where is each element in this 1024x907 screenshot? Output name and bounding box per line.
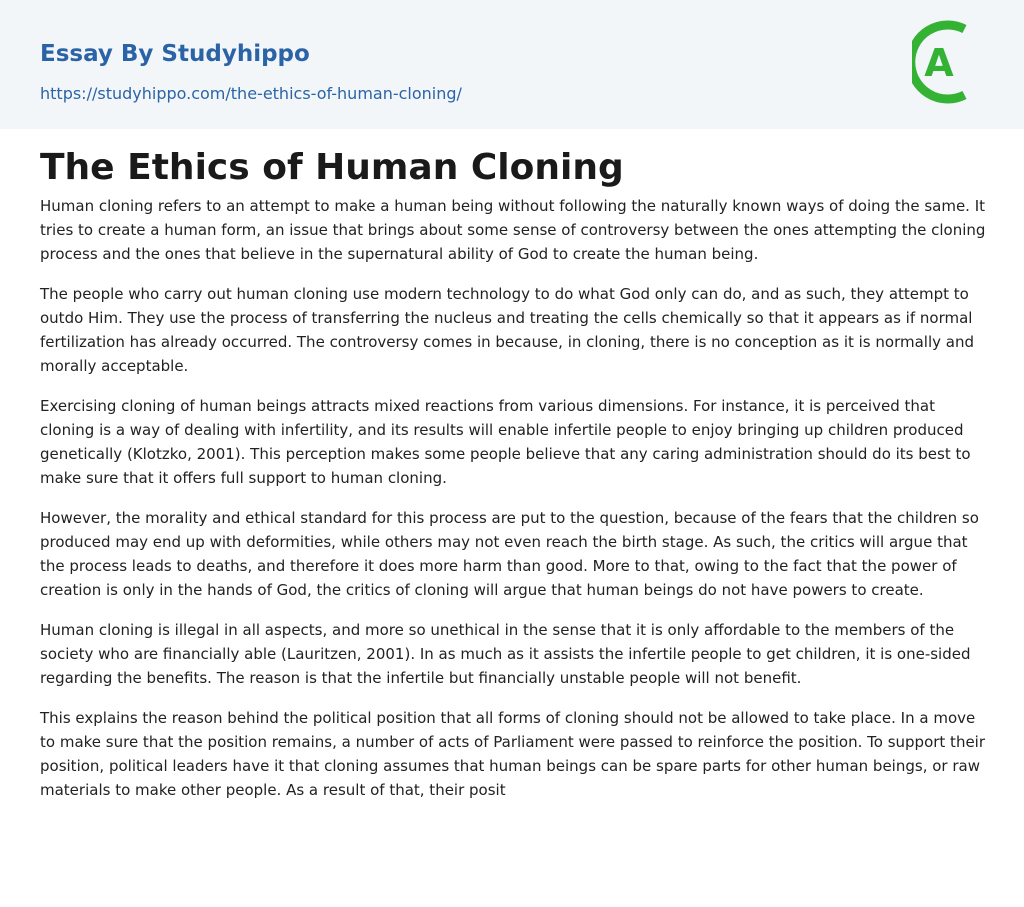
- logo-letter: A: [924, 41, 954, 85]
- studyhippo-logo-icon: [912, 19, 986, 105]
- source-url-link[interactable]: https://studyhippo.com/the-ethics-of-human-cloning/: [40, 84, 462, 103]
- article-paragraph: However, the morality and ethical standard for this process are put to the question, because of the fears that the children so produced may end up with deformities, while others may not even reach the birth stage. As such, the critics will argue that the process leads to deaths, and therefore it does more harm than good. More to that, owing to the fact that the power of creation is only in the hands of God, the critics of cloning will argue that human beings do not have powers to create.: [40, 509, 979, 599]
- article-content: [40, 145, 986, 818]
- article-paragraph: This explains the reason behind the political position that all forms of cloning should not be allowed to take place. In a move to make sure that the position remains, a number of acts of Parliament were passed to reinforce the position. To support their position, political leaders have it that cloning assumes that human beings can be spare parts for other human beings, or raw materials to make other people. As a result of that, their posit: [40, 709, 986, 799]
- article-paragraph: Human cloning is illegal in all aspects, and more so unethical in the sense that it is only affordable to the members of the society who are financially able (Lauritzen, 2001). In as much as it assists the infertile people to get children, it is one-sided regarding the benefits. The reason is that the infertile but financially unstable people will not benefit.: [40, 621, 971, 687]
- article-paragraph: The people who carry out human cloning use modern technology to do what God only can do, and as such, they attempt to outdo Him. They use the process of transferring the nucleus and treating the cells chemically so that it appears as if normal fertilization has already occurred. The controversy comes in because, in cloning, there is no conception as it is normally and morally acceptable.: [40, 285, 974, 375]
- article-paragraph: Exercising cloning of human beings attracts mixed reactions from various dimensions. For instance, it is perceived that cloning is a way of dealing with infertility, and its results will enable infertile people to enjoy bringing up children produced genetically (Klotzko, 2001). This perception makes some people believe that any caring administration should do its best to make sure that it offers full support to human cloning.: [40, 397, 971, 487]
- article-title: The Ethics of Human Cloning: [40, 147, 624, 188]
- site-header: [0, 0, 1024, 129]
- brand-title: Essay By Studyhippo: [40, 41, 310, 67]
- article-paragraph: Human cloning refers to an attempt to make a human being without following the naturally known ways of doing the same. It tries to create a human form, an issue that brings about some sense of controversy between the ones attempting the cloning process and the ones that believe in the supernatural ability of God to create the human being.: [40, 197, 986, 263]
